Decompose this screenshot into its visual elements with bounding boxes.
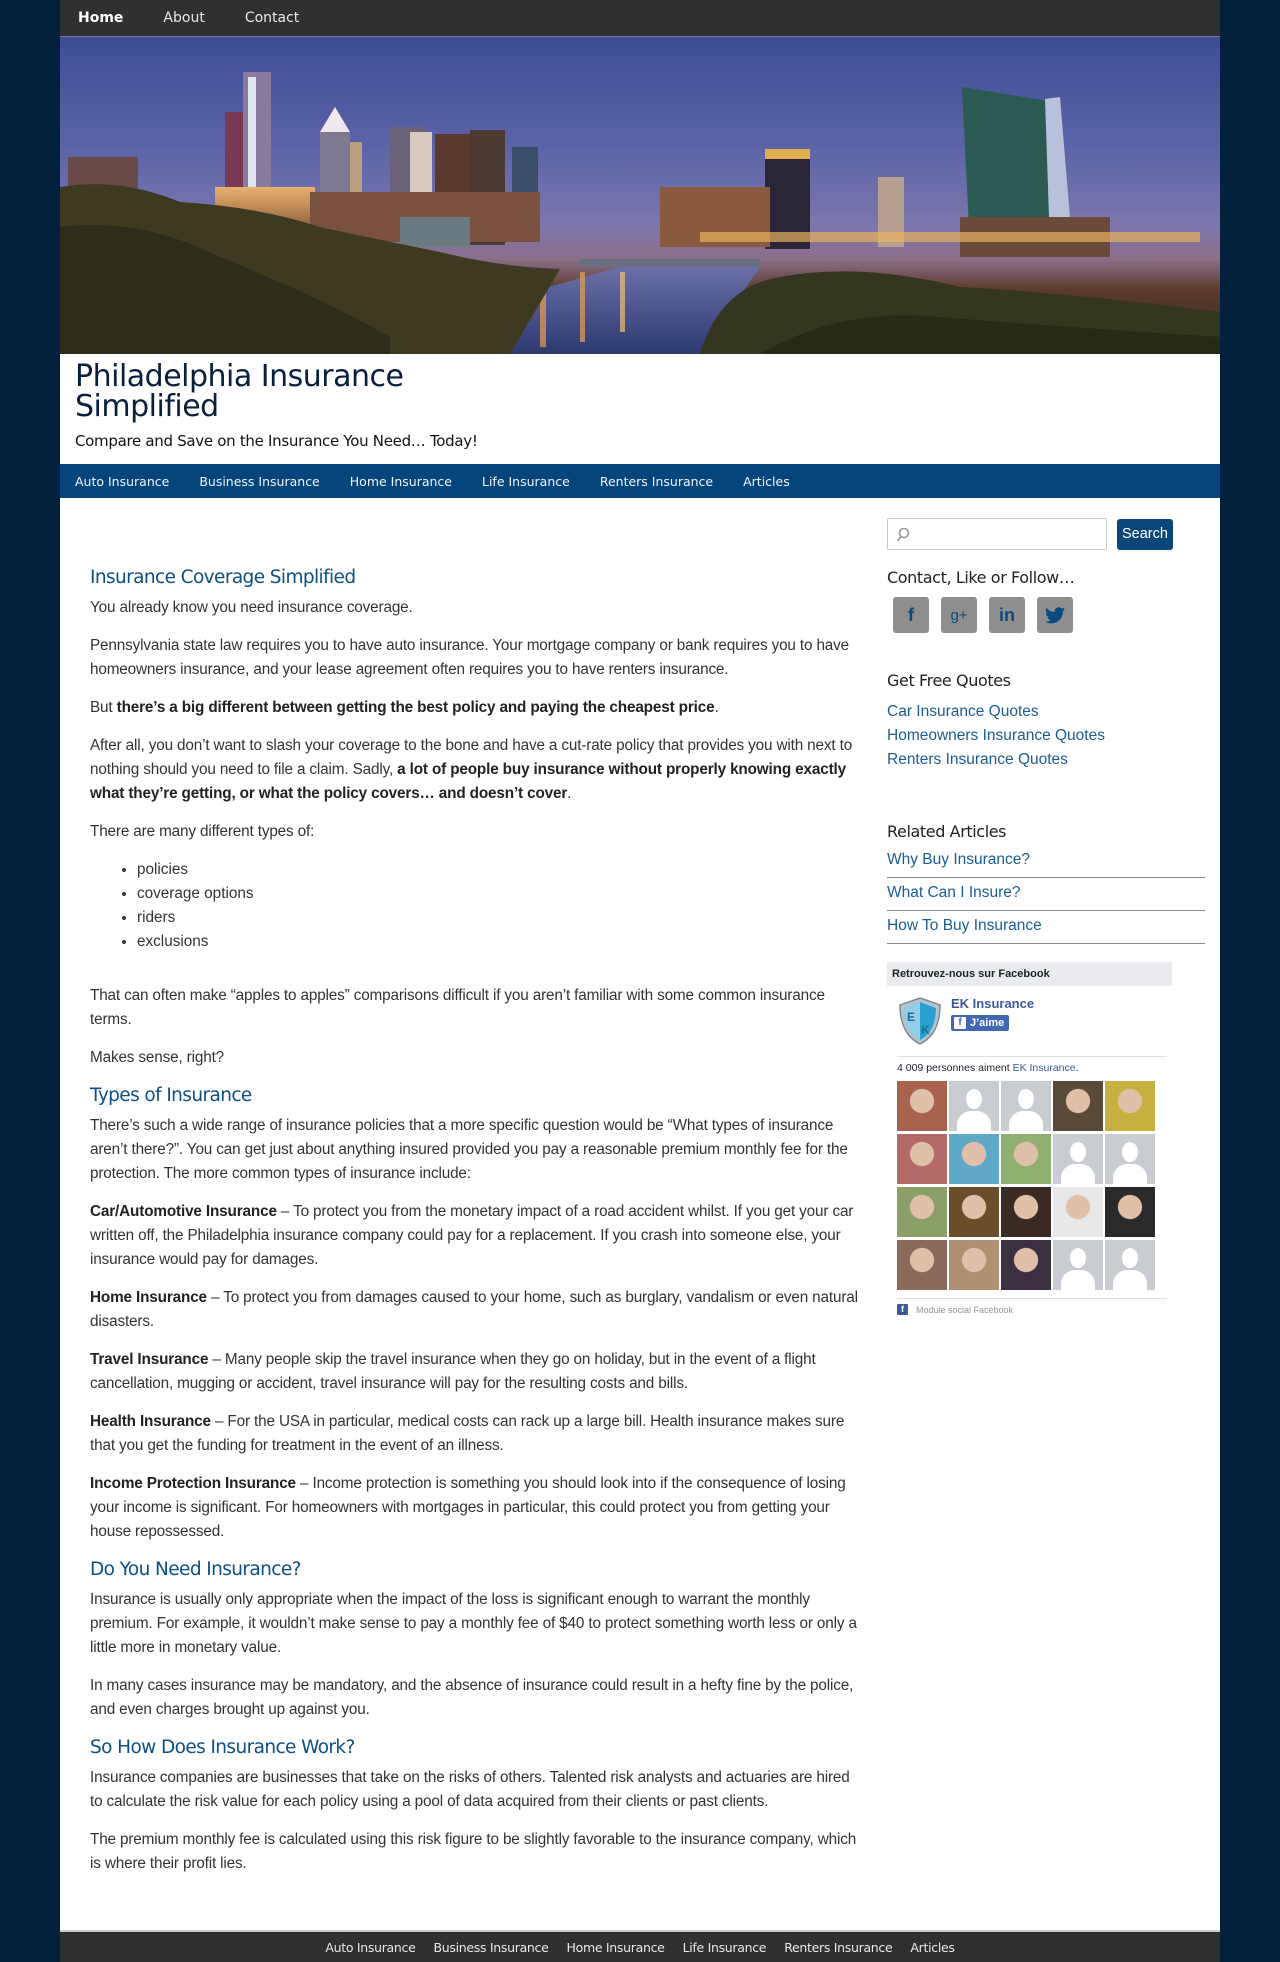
search-icon xyxy=(896,527,910,543)
quote-links xyxy=(887,700,1205,772)
main-nav-home-insurance[interactable]: Home Insurance xyxy=(349,473,452,489)
related-how-to-buy-insurance[interactable]: How To Buy Insurance xyxy=(887,911,1205,944)
main-nav-articles[interactable]: Articles xyxy=(743,473,790,489)
main-nav-auto-insurance[interactable]: Auto Insurance xyxy=(75,473,170,489)
types-list xyxy=(90,858,862,954)
main-nav-business-insurance[interactable]: Business Insurance xyxy=(199,473,320,489)
type-name: Income Protection Insurance xyxy=(90,1475,296,1492)
facebook-like-count xyxy=(887,1057,1172,1079)
bold-text: there’s a big different between getting the best policy and paying the cheapest price xyxy=(116,699,715,716)
link-homeowners-insurance-quotes[interactable]: Homeowners Insurance Quotes xyxy=(887,727,1105,744)
facebook-widget-footer xyxy=(897,1298,1167,1320)
paragraph: That can often make “apples to apples” comparisons difficult if you aren’t familiar with some common insurance terms. xyxy=(90,987,825,1028)
paragraph: In many cases insurance may be mandatory, and the absence of insurance could result in a hefty fine by the police, and even charges brought up against you. xyxy=(90,1677,854,1718)
main-nav-life-insurance[interactable]: Life Insurance xyxy=(481,473,570,489)
footer-navigation xyxy=(60,1930,1220,1962)
list-item: • exclusions xyxy=(137,930,862,954)
type-name: Home Insurance xyxy=(90,1289,207,1306)
type-desc: – To protect you from the monetary impact of a road accident whilst. If you get your car written off, the Philadelphia insurance company could pay for a replacement. If you crash into someone else, your insurance would pay for damages. xyxy=(90,1203,854,1268)
type-name: Car/Automotive Insurance xyxy=(90,1203,277,1220)
body-columns xyxy=(60,498,1220,1930)
fan-avatar[interactable] xyxy=(897,1187,947,1237)
text: . xyxy=(714,699,719,716)
text: . xyxy=(567,785,572,802)
heading-do-you-need-insurance: Do You Need Insurance? xyxy=(90,1559,301,1580)
paragraph: There are many different types of: xyxy=(90,823,315,840)
main-navigation xyxy=(60,464,1220,498)
type-name: Travel Insurance xyxy=(90,1351,209,1368)
like-count-text: 4 009 personnes aiment xyxy=(897,1062,1013,1074)
fan-avatar[interactable] xyxy=(1053,1187,1103,1237)
heading-insurance-coverage-simplified: Insurance Coverage Simplified xyxy=(90,567,356,588)
paragraph: Insurance is usually only appropriate when the impact of the loss is significant enough to warrant the monthly premium. For example, it wouldn’t make sense to pay a monthly fee of $40 to protect something worth less or only a little more in monetary value. xyxy=(90,1591,857,1656)
facebook-icon: f xyxy=(954,1017,966,1029)
facebook-icon[interactable]: f xyxy=(893,597,929,633)
related-why-buy-insurance[interactable]: Why Buy Insurance? xyxy=(887,845,1205,878)
paragraph: Insurance companies are businesses that take on the risks of others. Talented risk analysts and actuaries are hired to calculate the risk value for each policy using a pool of data acquired from their clients or past clients. xyxy=(90,1769,850,1810)
paragraph: The premium monthly fee is calculated using this risk figure to be slightly favorable to the insurance company, which is where their profit lies. xyxy=(90,1831,857,1872)
twitter-icon[interactable] xyxy=(1037,597,1073,633)
facebook-module-label[interactable]: Module social Facebook xyxy=(916,1304,1014,1315)
fan-avatar[interactable] xyxy=(1001,1240,1051,1290)
facebook-page-info xyxy=(887,986,1172,1056)
facebook-fans-grid xyxy=(887,1079,1172,1298)
site-title[interactable]: Philadelphia Insurance Simplified xyxy=(75,359,404,424)
fan-avatar[interactable] xyxy=(1053,1081,1103,1131)
site-header xyxy=(60,354,1220,464)
svg-text:K: K xyxy=(921,1023,930,1037)
search-button[interactable]: Search xyxy=(1117,519,1173,550)
fan-avatar-placeholder[interactable] xyxy=(1105,1134,1155,1184)
top-nav-contact[interactable]: Contact xyxy=(244,10,300,26)
type-desc: – Income protection is something you should look into if the consequence of losing your income is significant. For homeowners with mortgages in particular, this could protect you from getting your house repossessed. xyxy=(90,1475,846,1540)
page-wrapper xyxy=(60,0,1220,1962)
heading-how-does-insurance-work: So How Does Insurance Work? xyxy=(90,1737,355,1758)
linkedin-icon[interactable]: in xyxy=(989,597,1025,633)
paragraph: You already know you need insurance coverage. xyxy=(90,599,413,616)
type-desc: – For the USA in particular, medical costs can rack up a large bill. Health insurance makes sure that you get the funding for treatment in the event of an illness. xyxy=(90,1413,845,1454)
fan-avatar[interactable] xyxy=(897,1240,947,1290)
paragraph: Pennsylvania state law requires you to have auto insurance. Your mortgage company or bank requires you to have homeowners insurance, and your lease agreement often requires you to have renters insurance. xyxy=(90,637,850,678)
fan-avatar[interactable] xyxy=(949,1134,999,1184)
footer-nav-auto-insurance[interactable]: Auto Insurance xyxy=(325,1939,416,1955)
svg-text:E: E xyxy=(907,1010,916,1024)
footer-nav-life-insurance[interactable]: Life Insurance xyxy=(682,1939,767,1955)
like-label: J’aime xyxy=(970,1017,1005,1029)
insurance-type-travel xyxy=(90,1348,862,1396)
paragraph: There’s such a wide range of insurance policies that a more specific question would be “What types of insurance aren’t there?”. You can get just about anything insured provided you pay a reasonable premium monthly fee for the protection. The more common types of insurance include: xyxy=(90,1117,848,1182)
insurance-type-health xyxy=(90,1410,862,1458)
fan-avatar[interactable] xyxy=(1001,1187,1051,1237)
fan-avatar[interactable] xyxy=(897,1081,947,1131)
link-renters-insurance-quotes[interactable]: Renters Insurance Quotes xyxy=(887,751,1068,768)
contact-heading: Contact, Like or Follow… xyxy=(887,568,1075,587)
fan-avatar[interactable] xyxy=(949,1240,999,1290)
text: After all, you don’t want to slash your coverage to the bone and have a cut-rate policy that provides you with next to nothing should you need to file a claim. Sadly, xyxy=(90,737,853,778)
search-input[interactable] xyxy=(888,519,1106,549)
like-count-page-link[interactable]: EK Insurance xyxy=(1012,1062,1076,1074)
type-desc: – To protect you from damages caused to your home, such as burglary, vandalism or even natural disasters. xyxy=(90,1289,858,1330)
insurance-type-income-protection xyxy=(90,1472,862,1544)
list-item: • riders xyxy=(137,906,862,930)
fan-avatar-placeholder[interactable] xyxy=(1001,1081,1051,1131)
fan-avatar-placeholder[interactable] xyxy=(1105,1240,1155,1290)
top-navigation xyxy=(60,0,1220,37)
heading-types-of-insurance: Types of Insurance xyxy=(90,1085,252,1106)
insurance-type-car xyxy=(90,1200,862,1272)
fan-avatar-placeholder[interactable] xyxy=(1053,1240,1103,1290)
article-content xyxy=(60,498,862,1890)
fan-avatar[interactable] xyxy=(1105,1187,1155,1237)
footer-nav-business-insurance[interactable]: Business Insurance xyxy=(433,1939,549,1955)
type-name: Health Insurance xyxy=(90,1413,211,1430)
related-what-can-i-insure[interactable]: What Can I Insure? xyxy=(887,878,1205,911)
bold-text: a lot of people buy insurance without properly knowing exactly what they’re getting, or what the policy covers… and doesn’t cover xyxy=(90,761,846,802)
list-item: • coverage options xyxy=(137,882,862,906)
fan-avatar[interactable] xyxy=(1001,1134,1051,1184)
twitter-bird-glyph xyxy=(1045,607,1065,624)
text: But xyxy=(90,699,117,716)
main-nav-renters-insurance[interactable]: Renters Insurance xyxy=(599,473,714,489)
insurance-type-home xyxy=(90,1286,862,1334)
hero-skyline-image xyxy=(60,37,1220,354)
footer-nav-renters-insurance[interactable]: Renters Insurance xyxy=(784,1939,893,1955)
facebook-like-button[interactable] xyxy=(951,1015,1009,1031)
link-car-insurance-quotes[interactable]: Car Insurance Quotes xyxy=(887,703,1039,720)
quotes-heading: Get Free Quotes xyxy=(887,671,1011,690)
paragraph: Makes sense, right? xyxy=(90,1049,225,1066)
fan-avatar[interactable] xyxy=(897,1134,947,1184)
paragraph xyxy=(90,696,862,720)
list-item: • policies xyxy=(137,858,862,882)
facebook-widget xyxy=(887,962,1172,1320)
top-nav-home[interactable]: Home xyxy=(78,10,124,26)
google-plus-icon[interactable]: g+ xyxy=(941,597,977,633)
social-links xyxy=(887,597,1205,633)
paragraph xyxy=(90,734,862,806)
footer-nav-articles[interactable]: Articles xyxy=(910,1939,955,1955)
skyline-illustration xyxy=(60,37,1220,354)
search-box xyxy=(887,518,1107,550)
fan-avatar-placeholder[interactable] xyxy=(1053,1134,1103,1184)
site-tagline: Compare and Save on the Insurance You Need… Today! xyxy=(75,432,478,450)
like-count-end: . xyxy=(1075,1062,1079,1074)
facebook-page-details xyxy=(951,996,1034,1046)
fan-avatar[interactable] xyxy=(949,1187,999,1237)
ek-insurance-shield-logo[interactable] xyxy=(897,996,943,1046)
fan-avatar[interactable] xyxy=(1105,1081,1155,1131)
top-nav-about[interactable]: About xyxy=(163,10,205,26)
facebook-icon: f xyxy=(897,1304,908,1315)
fan-avatar-placeholder[interactable] xyxy=(949,1081,999,1131)
related-articles xyxy=(887,845,1205,944)
type-desc: – Many people skip the travel insurance when they go on holiday, but in the event of a flight cancellation, mugging or accident, travel insurance will pay for the resulting costs and bills. xyxy=(90,1351,816,1392)
related-articles-heading: Related Articles xyxy=(887,822,1007,841)
facebook-page-name[interactable]: EK Insurance xyxy=(951,996,1035,1011)
facebook-widget-header: Retrouvez-nous sur Facebook xyxy=(887,962,1172,986)
search-form xyxy=(887,518,1205,550)
footer-nav-home-insurance[interactable]: Home Insurance xyxy=(566,1939,665,1955)
sidebar xyxy=(862,498,1220,1890)
